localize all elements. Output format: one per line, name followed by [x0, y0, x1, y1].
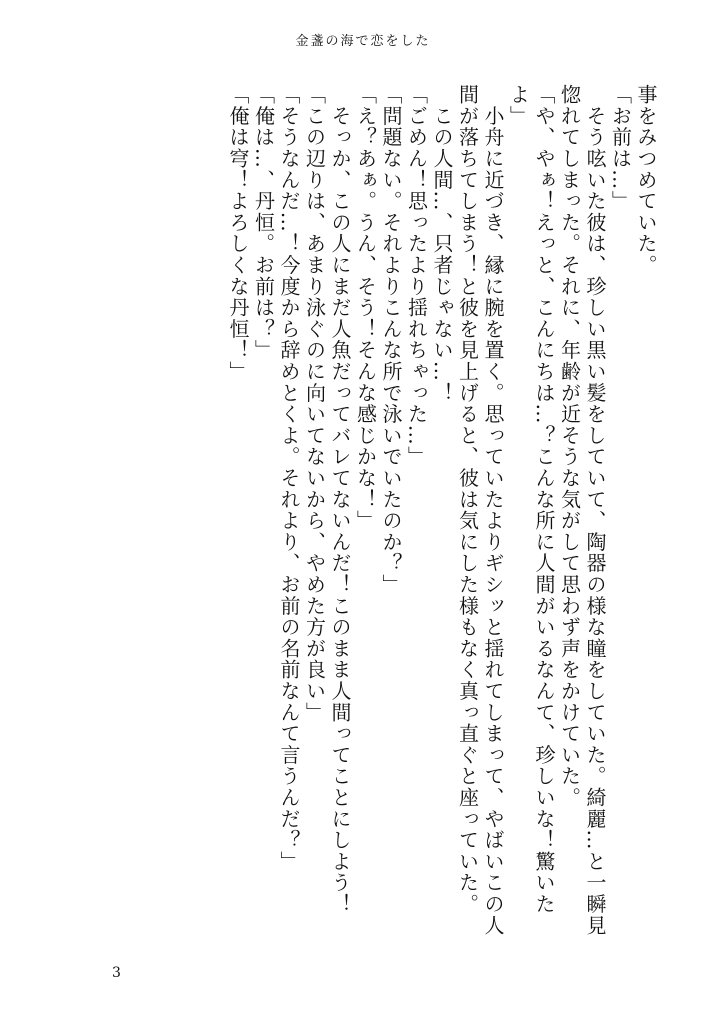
- paragraph: 「俺は穹！よろしくな丹恒！」: [226, 84, 250, 383]
- paragraph: 「え？あぁ。うん、そう！そんな感じかな！」: [353, 84, 378, 532]
- paragraph: 「ごめん！思ったより揺れちゃった…」: [404, 84, 429, 468]
- paragraph: 「や、やぁ！えっと、こんにちは…？こんな所に人間がいるなんて、珍しいな！驚いたよ」: [506, 84, 556, 915]
- paragraph: そっか、この人にまだ人魚だってバレてないんだ！このまま人間ってことにしよう！: [328, 84, 352, 915]
- paragraph: そう呟いた彼は、珍しい黒い髪をしていて、陶器の様な瞳をしていた。綺麗…と一瞬見惚れてしまった。それに、年齢が近そうな気がして思わず声をかけていた。: [557, 84, 607, 936]
- paragraph: 「問題ない。それよりこんな所で泳いでいたのか？」: [379, 84, 403, 596]
- paragraph: 小舟に近づき、縁に腕を置く。思っていたよりギシッと揺れてしまって、やばいこの人間が落ちてしまう！と彼を見上げると、彼は気にした様もなく真っ直ぐと座っていた。: [455, 84, 505, 936]
- paragraph: 「この辺りは、あまり泳ぐのに向いてないから、やめた方が良い」: [302, 84, 327, 723]
- paragraph: 「お前は…」: [608, 84, 633, 212]
- paragraph: 「俺は…、丹恒。お前は？」: [251, 84, 276, 361]
- page-title: 金盞の海で恋をした: [295, 34, 431, 49]
- page-number: 3: [112, 965, 121, 981]
- body-text: [118, 84, 658, 944]
- paragraph: 「そうなんだ…！今度から辞めとくよ。それより、お前の名前なんて言うんだ？」: [277, 84, 301, 873]
- paragraph: 事をみつめていた。: [634, 84, 658, 276]
- paragraph: この人間…、只者じゃない…！: [430, 84, 454, 404]
